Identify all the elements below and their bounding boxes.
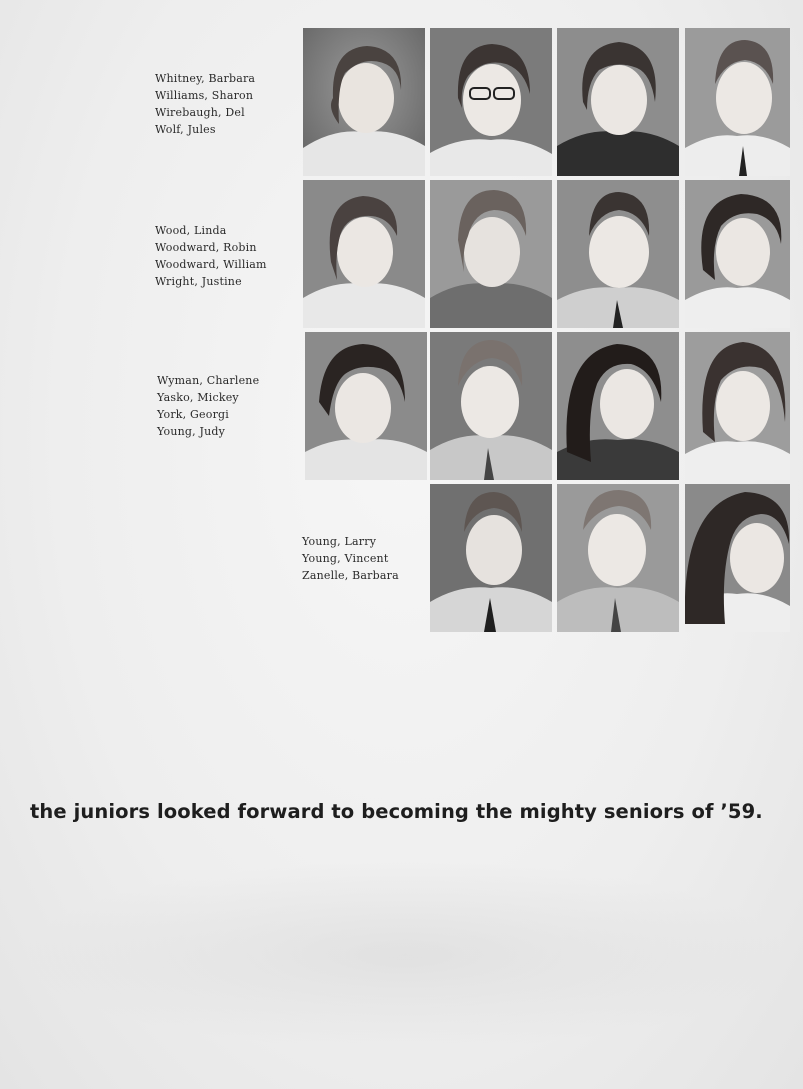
student-portrait — [430, 332, 552, 480]
student-portrait — [430, 28, 552, 176]
student-name: Wood, Linda — [155, 224, 227, 237]
student-name: Yasko, Mickey — [157, 391, 239, 404]
student-name: Young, Vincent — [302, 552, 389, 565]
student-name: York, Georgi — [157, 408, 229, 421]
student-name: Woodward, Robin — [155, 241, 257, 254]
student-name: Wright, Justine — [155, 275, 242, 288]
student-portrait — [557, 332, 679, 480]
student-portrait — [430, 180, 552, 328]
student-name: Williams, Sharon — [155, 89, 254, 102]
name-list-row-2 — [155, 222, 267, 290]
name-list-row-3 — [157, 372, 259, 440]
student-portrait — [685, 28, 790, 176]
student-name: Young, Larry — [302, 535, 377, 548]
student-portrait — [303, 180, 425, 328]
student-portrait — [305, 332, 427, 480]
student-name: Whitney, Barbara — [155, 72, 256, 85]
student-portrait — [303, 28, 425, 176]
student-name: Wirebaugh, Del — [155, 106, 245, 119]
student-portrait — [430, 484, 552, 632]
student-portrait — [557, 484, 679, 632]
student-portrait — [685, 180, 790, 328]
student-name: Wolf, Jules — [155, 123, 216, 136]
name-list-row-4 — [302, 533, 399, 584]
student-portrait — [557, 180, 679, 328]
student-name: Wyman, Charlene — [157, 374, 260, 387]
page-smudge — [20, 860, 790, 1050]
student-portrait — [685, 484, 790, 632]
student-portrait — [557, 28, 679, 176]
student-portrait — [685, 332, 790, 480]
name-list-row-1 — [155, 70, 255, 138]
student-name: Young, Judy — [157, 425, 226, 438]
student-name: Zanelle, Barbara — [302, 569, 399, 582]
page-caption: the juniors looked forward to becoming the mighty seniors of ’59. — [30, 800, 763, 823]
student-name: Woodward, William — [155, 258, 267, 271]
